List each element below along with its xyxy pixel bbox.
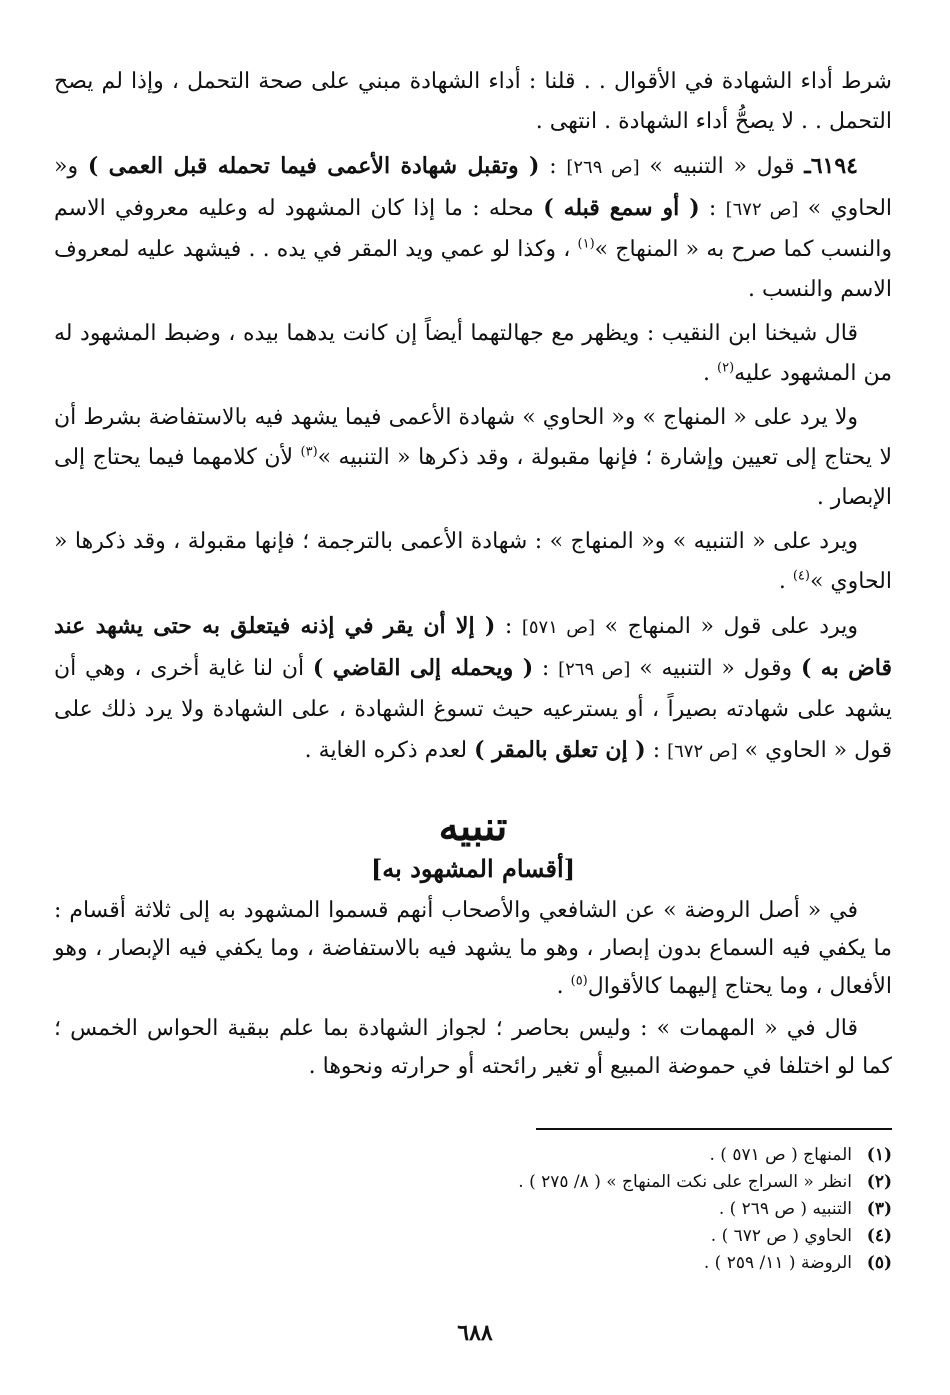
footnote-text: المنهاج ( ص ٥٧١ ) . <box>709 1145 852 1165</box>
p6-part-c: وقول « التنبيه » <box>630 656 801 681</box>
p6-part-d: : <box>533 656 559 681</box>
p6-part-b: : <box>495 614 522 639</box>
footnote-number: (٢) <box>866 1172 892 1192</box>
p6-bold-3: ( إن تعلق بالمقر ) <box>474 737 646 763</box>
paragraph-1-text: شرط أداء الشهادة في الأقوال . . قلنا : أداء الشهادة مبني على صحة التحمل ، وإذا لم يصح التحمل . . لا يصحُّ أداء الشهادة . انتهى . <box>54 69 892 134</box>
footnote-number: (٣) <box>866 1199 892 1219</box>
footnote-text: الروضة ( ١١/ ٢٥٩ ) . <box>703 1253 852 1273</box>
footnotes <box>54 1142 892 1277</box>
p5-end: . <box>778 569 793 594</box>
footnote-number: (٥) <box>866 1253 892 1273</box>
paragraph-1 <box>54 62 892 142</box>
p6-ref-2: [ص ٢٦٩] <box>558 659 631 680</box>
page-number: ٦٨٨ <box>457 1320 493 1346</box>
paragraph-2 <box>54 146 892 310</box>
footnote-ref-1[interactable]: (١) <box>577 236 595 252</box>
paragraph-7 <box>54 892 892 1006</box>
p7-end: . <box>556 974 571 999</box>
p4-part-b: لأن كلامهما فيما يحتاج إلى الإبصار . <box>54 445 892 510</box>
paragraph-4 <box>54 398 892 518</box>
p2-part-d: : <box>699 196 726 221</box>
p6-part-f: : <box>645 738 668 763</box>
footnote-divider <box>536 1128 892 1130</box>
p8-text: قال في « المهمات » : وليس بحاصر ؛ لجواز الشهادة بما علم ببقية الحواس الخمس ؛ كما لو اختلفا في حموضة المبيع أو تغير رائحته أو حرارته ونحوها . <box>54 1016 892 1079</box>
p6-ref-1: [ص ٥٧١] <box>521 617 595 638</box>
footnote-5 <box>54 1250 892 1277</box>
p5-text: ويرد على « التنبيه » و« المنهاج » : شهادة الأعمى بالترجمة ؛ فإنها مقبولة ، وقد ذكرها « الحاوي » <box>54 529 892 594</box>
footnote-2 <box>54 1169 892 1196</box>
footnote-text: الحاوي ( ص ٦٧٢ ) . <box>710 1226 852 1246</box>
p2-part-c: و« الحاوي » <box>54 154 893 221</box>
p7-text: في « أصل الروضة » عن الشافعي والأصحاب أنهم قسموا المشهود به إلى ثلاثة أقسام : ما يكفي فيه السماع بدون إبصار ، وهو ما يشهد فيه بالاستفاضة ، وما يكفي فيه الإبصار ، وهو الأفعال ، وما يحتاج إليهما كالأقوال <box>54 898 892 999</box>
p2-bold-2: ( أو سمع قبله ) <box>543 195 700 221</box>
footnote-text: التنبيه ( ص ٢٦٩ ) . <box>718 1199 852 1219</box>
p6-ref-3: [ص ٦٧٢] <box>667 741 738 762</box>
p2-part-b: : <box>539 154 567 179</box>
p2-ref-1: [ص ٢٦٩] <box>566 157 640 178</box>
p3-end: . <box>703 361 718 386</box>
section-heading <box>54 802 892 886</box>
paragraph-8 <box>54 1010 892 1086</box>
footnote-ref-5[interactable]: (٥) <box>570 973 588 989</box>
p6-part-a: ويرد على قول « المنهاج » <box>595 614 858 639</box>
section-subtitle: [أقسام المشهود به] <box>370 854 576 883</box>
p6-bold-2: ( ويحمله إلى القاضي ) <box>312 655 534 681</box>
paragraph-5 <box>54 522 892 602</box>
footnote-ref-2[interactable]: (٢) <box>717 360 735 376</box>
main-text <box>54 62 892 1090</box>
footnote-4 <box>54 1223 892 1250</box>
paragraph-3 <box>54 314 892 394</box>
p6-bold-1: ( إلا أن يقر في إذنه فيتعلق به حتى يشهد عند قاض به ) <box>54 613 892 681</box>
footnote-number: (١) <box>866 1145 892 1165</box>
p2-ref-2: [ص ٦٧٢] <box>725 199 799 220</box>
footnote-3 <box>54 1196 892 1223</box>
footnote-ref-3[interactable]: (٣) <box>300 444 318 460</box>
paragraph-6 <box>54 606 892 772</box>
p6-part-e: أن لنا غاية أخرى ، وهي أن يشهد على شهادته بصيراً ، أو يسترعيه حيث تسوغ الشهادة ، على الشهادة ولا يرد ذلك على قول « الحاوي » <box>54 656 892 763</box>
issue-number: ٦١٩٤ـ <box>804 153 858 179</box>
footnote-ref-4[interactable]: (٤) <box>792 568 810 584</box>
p4-part-a: ولا يرد على « المنهاج » و« الحاوي » شهادة الأعمى فيما يشهد فيه بالاستفاضة بشرط أن لا يحتاج إلى تعيين وإشارة ؛ فإنها مقبولة ، وقد ذكرها « التنبيه » <box>54 405 892 470</box>
footnote-text: انظر « السراج على نكت المنهاج » ( ٨/ ٢٧٥ ) . <box>518 1172 852 1192</box>
footnote-1 <box>54 1142 892 1169</box>
p6-part-g: لعدم ذكره الغاية . <box>304 738 475 763</box>
p3-text: قال شيخنا ابن النقيب : ويظهر مع جهالتهما أيضاً إن كانت يدهما بيده ، وضبط المشهود له من المشهود عليه <box>54 321 892 386</box>
p2-bold-1: ( وتقبل شهادة الأعمى فيما تحمله قبل العمى ) <box>87 153 540 179</box>
p2-part-f: ، وكذا لو عمي ويد المقر في يده . . فيشهد عليه لمعروف الاسم والنسب . <box>54 237 892 302</box>
section-title: تنبيه <box>438 803 508 850</box>
footnote-number: (٤) <box>866 1226 892 1246</box>
p2-part-a: قول « التنبيه » <box>639 154 805 179</box>
p2-part-e: محله : ما إذا كان المشهود له وعليه معروفي الاسم والنسب كما صرح به « المنهاج » <box>54 196 892 262</box>
